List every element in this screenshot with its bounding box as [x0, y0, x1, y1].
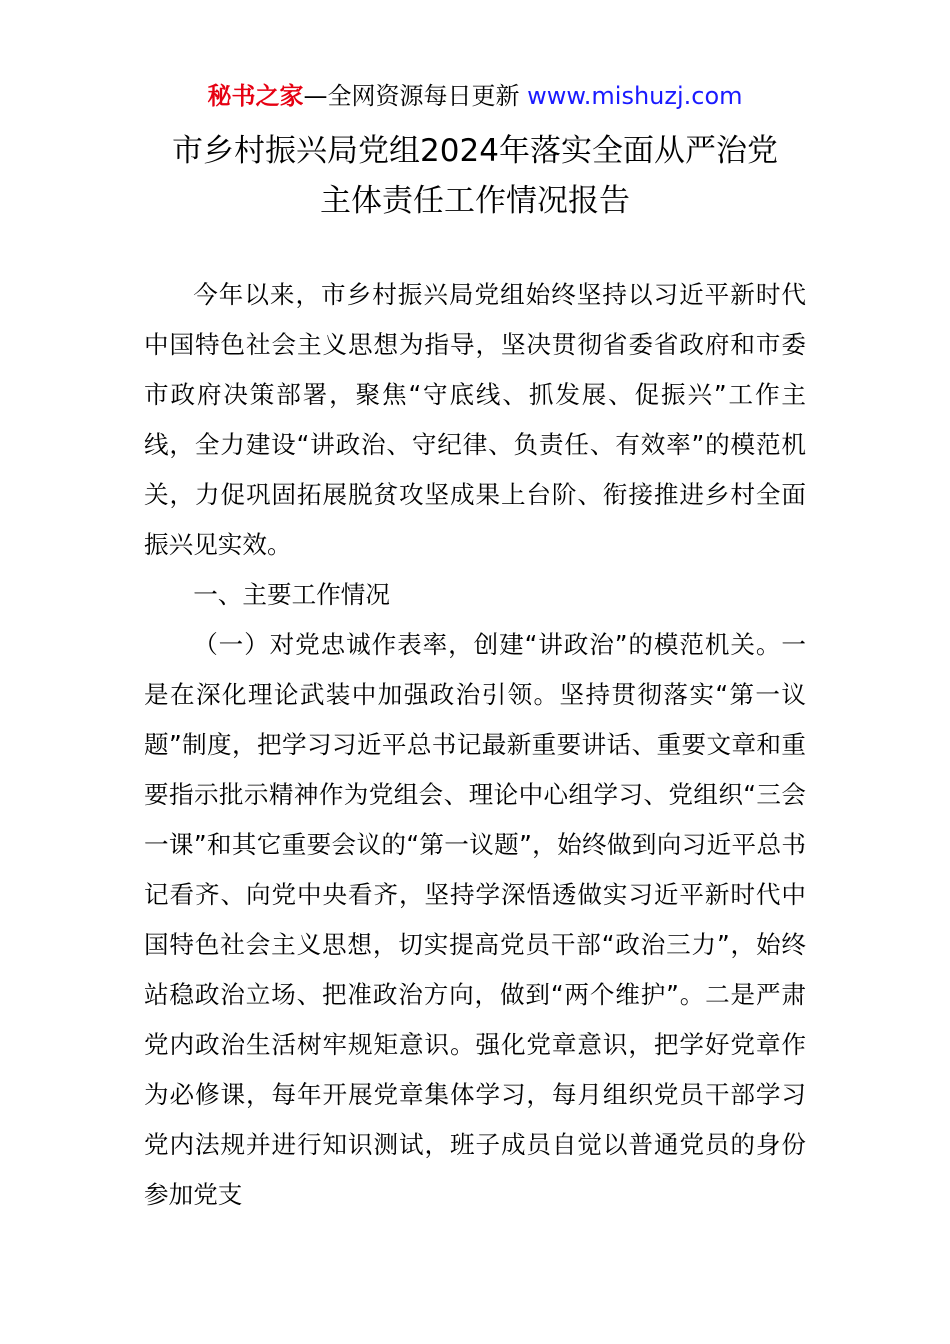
document-body	[144, 270, 806, 1220]
title-line-1: 市乡村振兴局党组2024年落实全面从严治党	[172, 133, 778, 169]
title-line-2: 主体责任工作情况报告	[320, 183, 630, 219]
section-heading: 一、主要工作情况	[193, 580, 390, 609]
banner-slogan: —全网资源每日更新	[303, 82, 528, 110]
body-paragraph: （一）对党忠诚作表率，创建“讲政治”的模范机关。一是在深化理论武装中加强政治引领。坚持贯彻落实“第一议题”制度，把学习习近平总书记最新重要讲话、重要文章和重要指示批示精神作为党组会、理论中心组学习、党组织“三会一课”和其它重要会议的“第一议题”，始终做到向习近平总书记看齐、向党中央看齐，坚持学深悟透做实习近平新时代中国特色社会主义思想，切实提高党员干部“政治三力”，始终站稳政治立场、把准政治方向，做到“两个维护”。二是严肃党内政治生活树牢规矩意识。强化党章意识，把学好党章作为必修课，每年开展党章集体学习，每月组织党员干部学习党内法规并进行知识测试，班子成员自觉以普通党员的身份参加党支	[144, 630, 806, 1209]
banner-brand: 秘书之家	[207, 82, 304, 110]
banner-url-link[interactable]: www.mishuzj.com	[527, 82, 743, 110]
intro-paragraph: 今年以来，市乡村振兴局党组始终坚持以习近平新时代中国特色社会主义思想为指导，坚决贯彻省委省政府和市委市政府决策部署，聚焦“守底线、抓发展、促振兴”工作主线，全力建设“讲政治、守纪律、负责任、有效率”的模范机关，力促巩固拓展脱贫攻坚成果上台阶、衔接推进乡村全面振兴见实效。	[144, 280, 806, 559]
site-banner	[0, 78, 950, 114]
document-title	[0, 126, 950, 226]
